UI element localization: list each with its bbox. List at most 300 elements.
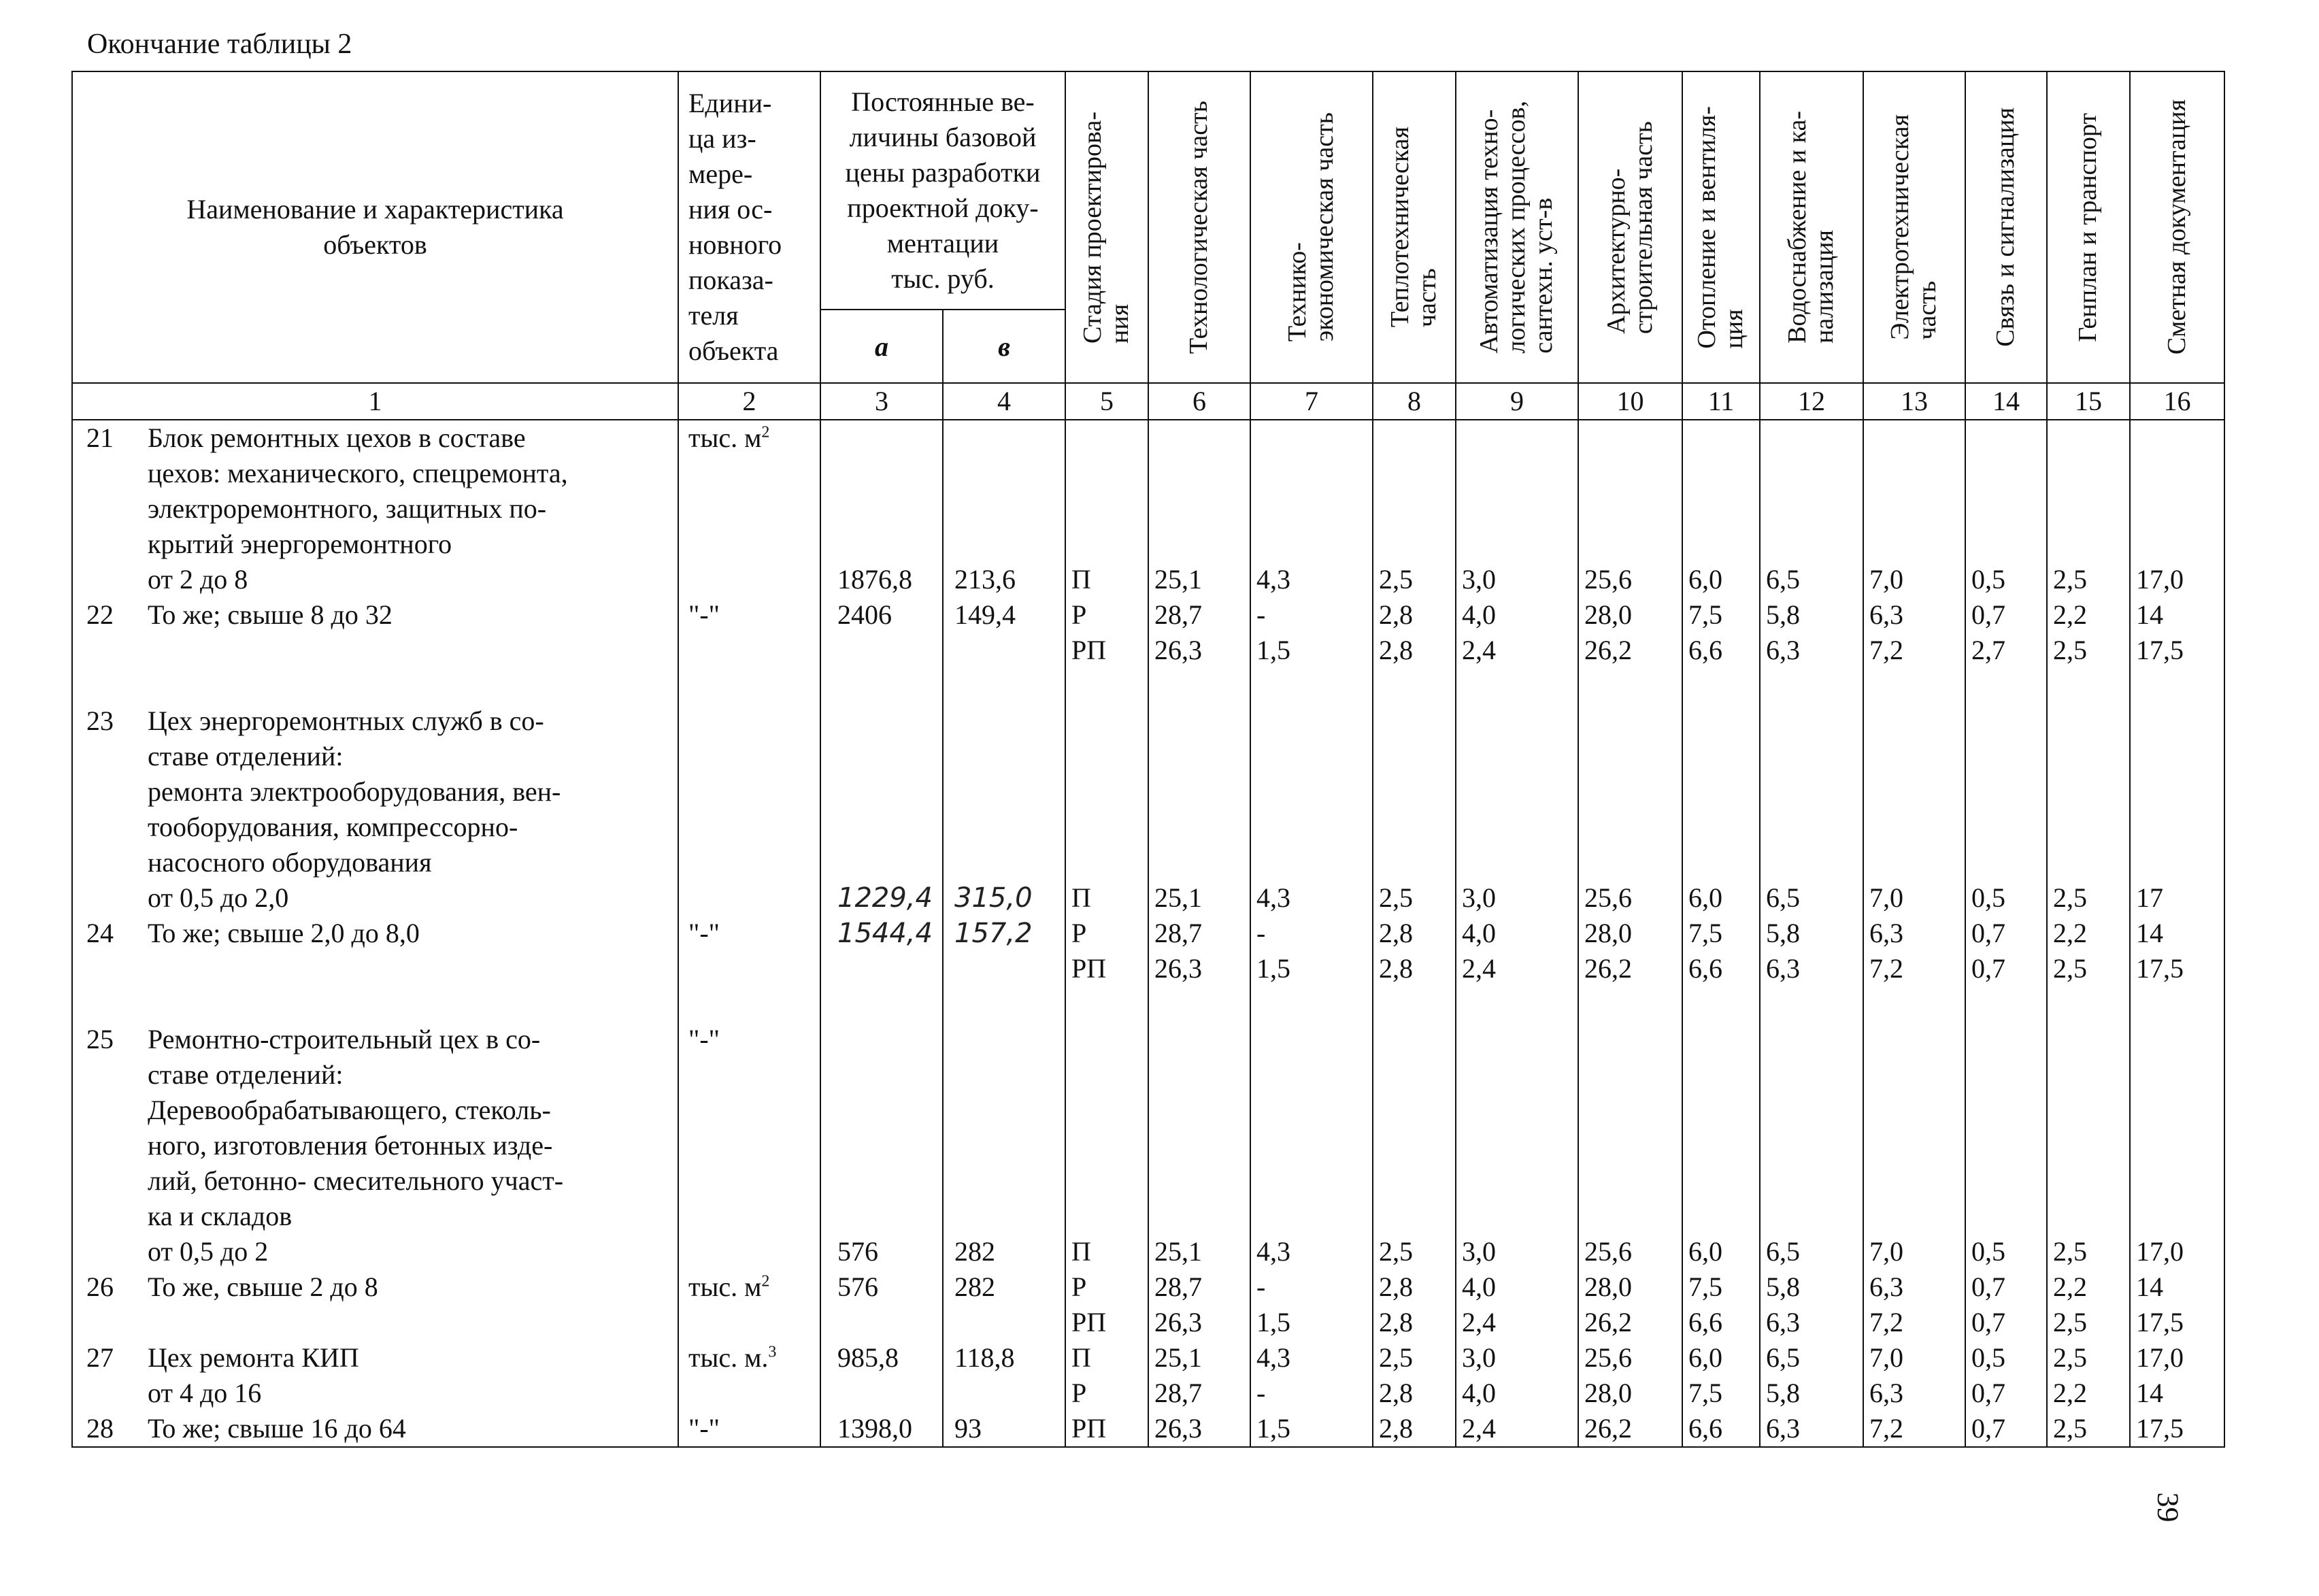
share-value — [1760, 1199, 1863, 1234]
base-price-b: 157,2 — [943, 916, 1065, 951]
share-value — [1456, 491, 1578, 527]
stage-cell: Р — [1065, 1269, 1148, 1305]
share-value: 7,0 — [1863, 880, 1965, 916]
share-value: 2,2 — [2047, 597, 2130, 633]
base-price-b — [943, 1128, 1065, 1163]
row-description: Цех энергоремонтных служб в со- — [148, 705, 544, 736]
share-value: 3,0 — [1456, 1234, 1578, 1269]
object-description — [72, 703, 678, 739]
share-value — [1456, 810, 1578, 845]
share-value — [1578, 527, 1682, 562]
stage-cell — [1065, 1163, 1148, 1199]
share-value: 2,8 — [1373, 1269, 1456, 1305]
header-plan: Генплан и транспорт — [2047, 71, 2130, 383]
share-value: 7,5 — [1682, 597, 1760, 633]
object-description — [72, 1163, 678, 1199]
unit-cell — [678, 1057, 820, 1093]
share-value — [1863, 845, 1965, 880]
share-value — [1682, 1128, 1760, 1163]
share-value — [1965, 491, 2047, 527]
share-value — [1682, 420, 1760, 456]
share-value — [2047, 1199, 2130, 1234]
share-value — [1578, 1057, 1682, 1093]
object-description — [72, 1305, 678, 1340]
header-name: Наименование и характеристика объектов — [72, 71, 678, 383]
unit-cell — [678, 951, 820, 986]
share-value: 4,3 — [1250, 880, 1373, 916]
base-price-b — [943, 668, 1065, 703]
table-row — [72, 668, 2224, 703]
share-value: 3,0 — [1456, 880, 1578, 916]
share-value — [2047, 810, 2130, 845]
row-description: электроремонтного, защитных по- — [148, 493, 547, 524]
share-value — [1148, 774, 1250, 810]
share-value — [1148, 845, 1250, 880]
share-value: 28,7 — [1148, 916, 1250, 951]
header-stage: Стадия проектирова- ния — [1065, 71, 1148, 383]
object-description — [72, 880, 678, 916]
row-description: То же, свыше 2 до 8 — [148, 1271, 378, 1302]
share-value: 17,5 — [2130, 633, 2224, 668]
share-value: 28,7 — [1148, 1269, 1250, 1305]
object-description — [72, 845, 678, 880]
share-value — [1863, 810, 1965, 845]
share-value — [1148, 527, 1250, 562]
column-number: 16 — [2130, 383, 2224, 420]
share-value — [1456, 986, 1578, 1022]
share-value: 25,1 — [1148, 1340, 1250, 1376]
stage-cell — [1065, 1093, 1148, 1128]
row-description: То же; свыше 8 до 32 — [148, 599, 393, 630]
share-value: 0,5 — [1965, 1340, 2047, 1376]
header-elec: Электротехническая часть — [1863, 71, 1965, 383]
share-value — [2047, 491, 2130, 527]
share-value: 5,8 — [1760, 1269, 1863, 1305]
share-value — [1682, 527, 1760, 562]
share-value — [1863, 1163, 1965, 1199]
unit-cell — [678, 1128, 820, 1163]
share-value — [1578, 491, 1682, 527]
share-value — [1863, 1128, 1965, 1163]
table-row — [72, 916, 2224, 951]
base-price-b: 282 — [943, 1234, 1065, 1269]
share-value — [1373, 491, 1456, 527]
base-price-b — [943, 633, 1065, 668]
object-description — [72, 774, 678, 810]
share-value: 7,2 — [1863, 633, 1965, 668]
share-value — [2130, 1199, 2224, 1234]
share-value — [1148, 1128, 1250, 1163]
unit-cell — [678, 1234, 820, 1269]
unit-cell — [678, 1411, 820, 1447]
share-value: 0,7 — [1965, 1376, 2047, 1411]
share-value: 14 — [2130, 597, 2224, 633]
base-price-a — [820, 1128, 943, 1163]
share-value: 26,2 — [1578, 951, 1682, 986]
share-value: 25,6 — [1578, 562, 1682, 597]
share-value — [1373, 703, 1456, 739]
row-number: 23 — [86, 705, 114, 736]
table-row — [72, 1093, 2224, 1128]
share-value: 25,6 — [1578, 880, 1682, 916]
table-row — [72, 810, 2224, 845]
share-value — [2047, 1128, 2130, 1163]
share-value: 7,5 — [1682, 1269, 1760, 1305]
share-value: 2,4 — [1456, 1305, 1578, 1340]
share-value — [1148, 668, 1250, 703]
share-value: 2,5 — [2047, 880, 2130, 916]
share-value: 6,3 — [1760, 633, 1863, 668]
share-value: 7,5 — [1682, 1376, 1760, 1411]
share-value: 17 — [2130, 880, 2224, 916]
header-heat: Теплотехническая часть — [1373, 71, 1456, 383]
share-value — [1250, 1093, 1373, 1128]
share-value: 26,3 — [1148, 951, 1250, 986]
share-value — [1456, 420, 1578, 456]
share-value — [1760, 774, 1863, 810]
share-value — [1578, 986, 1682, 1022]
row-description: от 4 до 16 — [148, 1378, 262, 1408]
object-description — [72, 1411, 678, 1447]
share-value — [1965, 703, 2047, 739]
share-value: 28,0 — [1578, 597, 1682, 633]
share-value — [1148, 986, 1250, 1022]
share-value: 4,0 — [1456, 1269, 1578, 1305]
unit-cell — [678, 1022, 820, 1057]
unit-cell — [678, 986, 820, 1022]
share-value: 2,2 — [2047, 916, 2130, 951]
stage-cell — [1065, 739, 1148, 774]
unit-text: тыс. м. — [688, 1342, 769, 1373]
share-value — [1965, 1128, 2047, 1163]
share-value: 2,4 — [1456, 1411, 1578, 1447]
share-value: 2,5 — [2047, 1411, 2130, 1447]
share-value: 2,4 — [1456, 633, 1578, 668]
share-value — [1863, 986, 1965, 1022]
unit-text: тыс. м — [688, 422, 762, 453]
share-value — [1682, 1057, 1760, 1093]
base-price-b — [943, 527, 1065, 562]
share-value: 2,5 — [2047, 562, 2130, 597]
row-description: Деревообрабатывающего, стеколь- — [148, 1095, 551, 1125]
share-value — [1373, 1057, 1456, 1093]
share-value — [1760, 456, 1863, 491]
share-value: 6,0 — [1682, 1234, 1760, 1269]
column-number-row — [72, 383, 2224, 420]
table-row — [72, 1305, 2224, 1340]
stage-cell — [1065, 774, 1148, 810]
share-value — [1456, 739, 1578, 774]
share-value: 6,6 — [1682, 633, 1760, 668]
share-value: 4,0 — [1456, 597, 1578, 633]
share-value — [1250, 986, 1373, 1022]
object-description — [72, 527, 678, 562]
base-price-a: 1229,4 — [820, 880, 943, 916]
share-value — [1456, 1093, 1578, 1128]
base-price-b — [943, 1057, 1065, 1093]
table-row — [72, 1269, 2224, 1305]
share-value: 2,8 — [1373, 1376, 1456, 1411]
share-value — [1965, 1199, 2047, 1234]
share-value: 2,5 — [2047, 1305, 2130, 1340]
base-price-a: 576 — [820, 1269, 943, 1305]
share-value — [1250, 739, 1373, 774]
object-description — [72, 491, 678, 527]
base-price-b — [943, 420, 1065, 456]
share-value — [1148, 456, 1250, 491]
share-value: 6,5 — [1760, 562, 1863, 597]
row-description: от 0,5 до 2 — [148, 1236, 269, 1267]
share-value — [1456, 668, 1578, 703]
base-price-b — [943, 1093, 1065, 1128]
stage-cell: Р — [1065, 597, 1148, 633]
share-value — [1863, 668, 1965, 703]
share-value: 28,7 — [1148, 597, 1250, 633]
base-price-a — [820, 774, 943, 810]
base-price-a — [820, 1163, 943, 1199]
stage-cell — [1065, 845, 1148, 880]
column-number: 6 — [1148, 383, 1250, 420]
header-estimate: Сметная документация — [2130, 71, 2224, 383]
row-description: То же; свыше 2,0 до 8,0 — [148, 918, 420, 948]
row-description: ставе отделений: — [148, 741, 344, 771]
share-value — [2130, 1057, 2224, 1093]
share-value: 6,3 — [1760, 1305, 1863, 1340]
column-number: 12 — [1760, 383, 1863, 420]
share-value: 6,3 — [1863, 1269, 1965, 1305]
share-value — [1682, 810, 1760, 845]
header-water: Водоснабжение и ка- нализация — [1760, 71, 1863, 383]
stage-cell: Р — [1065, 916, 1148, 951]
share-value: - — [1250, 1269, 1373, 1305]
row-description: цехов: механического, спецремонта, — [148, 458, 568, 488]
object-description — [72, 1128, 678, 1163]
share-value — [1250, 1163, 1373, 1199]
share-value — [2047, 845, 2130, 880]
base-price-a: 1398,0 — [820, 1411, 943, 1447]
share-value — [1456, 703, 1578, 739]
share-value — [2130, 1128, 2224, 1163]
share-value — [1682, 668, 1760, 703]
share-value: 3,0 — [1456, 562, 1578, 597]
share-value: 25,6 — [1578, 1340, 1682, 1376]
row-number: 26 — [86, 1271, 114, 1302]
share-value — [1578, 1128, 1682, 1163]
share-value — [2130, 1093, 2224, 1128]
share-value — [1760, 845, 1863, 880]
table-row — [72, 562, 2224, 597]
header-unit: Едини- ца из- мере- ния ос- новного показа- теля объекта — [678, 71, 820, 383]
share-value: 7,0 — [1863, 1234, 1965, 1269]
share-value — [1965, 420, 2047, 456]
share-value: 0,5 — [1965, 1234, 2047, 1269]
share-value — [1965, 845, 2047, 880]
base-price-b — [943, 739, 1065, 774]
object-description — [72, 1376, 678, 1411]
share-value: 2,5 — [2047, 951, 2130, 986]
share-value — [2047, 668, 2130, 703]
table-row — [72, 633, 2224, 668]
unit-superscript: 2 — [761, 1272, 770, 1291]
stage-cell: Р — [1065, 1376, 1148, 1411]
share-value — [1250, 1128, 1373, 1163]
object-description — [72, 1234, 678, 1269]
table-caption: Окончание таблицы 2 — [87, 29, 352, 60]
unit-text: "-" — [688, 599, 720, 630]
row-description: крытий энергоремонтного — [148, 529, 452, 559]
object-description — [72, 1199, 678, 1234]
unit-cell — [678, 703, 820, 739]
share-value — [2047, 1057, 2130, 1093]
share-value: 7,5 — [1682, 916, 1760, 951]
share-value: 28,7 — [1148, 1376, 1250, 1411]
base-price-b — [943, 1163, 1065, 1199]
share-value: 1,5 — [1250, 1305, 1373, 1340]
share-value: 7,2 — [1863, 1305, 1965, 1340]
row-description: лий, бетонно- смесительного участ- — [148, 1165, 564, 1196]
share-value: 26,3 — [1148, 1411, 1250, 1447]
base-price-b — [943, 1022, 1065, 1057]
share-value — [1250, 1199, 1373, 1234]
share-value — [1373, 986, 1456, 1022]
share-value — [1250, 1057, 1373, 1093]
header-sub-a: а — [820, 310, 943, 383]
base-price-b: 93 — [943, 1411, 1065, 1447]
row-description: от 0,5 до 2,0 — [148, 882, 289, 913]
share-value: 2,8 — [1373, 1411, 1456, 1447]
share-value — [1250, 810, 1373, 845]
row-description: То же; свыше 16 до 64 — [148, 1413, 406, 1444]
column-number: 13 — [1863, 383, 1965, 420]
object-description — [72, 986, 678, 1022]
share-value: 6,5 — [1760, 1234, 1863, 1269]
header-tech: Технологическая часть — [1148, 71, 1250, 383]
table-row — [72, 1411, 2224, 1447]
share-value: 17,5 — [2130, 951, 2224, 986]
base-price-a: 1876,8 — [820, 562, 943, 597]
share-value — [1682, 1093, 1760, 1128]
share-value: 7,2 — [1863, 1411, 1965, 1447]
share-value: 2,5 — [2047, 1234, 2130, 1269]
share-value — [2130, 703, 2224, 739]
stage-cell: П — [1065, 1234, 1148, 1269]
share-value — [1373, 1199, 1456, 1234]
share-value: 14 — [2130, 1376, 2224, 1411]
base-price-a — [820, 420, 943, 456]
unit-text: "-" — [688, 1024, 720, 1054]
header-sub-b: в — [943, 310, 1065, 383]
unit-cell — [678, 739, 820, 774]
stage-cell — [1065, 420, 1148, 456]
base-price-a — [820, 1022, 943, 1057]
share-value — [1965, 986, 2047, 1022]
share-value — [1682, 703, 1760, 739]
share-value — [1682, 986, 1760, 1022]
share-value — [1682, 774, 1760, 810]
share-value — [1456, 774, 1578, 810]
share-value: - — [1250, 1376, 1373, 1411]
share-value — [1863, 739, 1965, 774]
share-value: 2,5 — [1373, 1340, 1456, 1376]
base-price-b — [943, 986, 1065, 1022]
share-value — [2047, 986, 2130, 1022]
share-value: 6,3 — [1863, 916, 1965, 951]
share-value — [1250, 845, 1373, 880]
share-value — [1578, 1199, 1682, 1234]
share-value — [2047, 774, 2130, 810]
base-price-a — [820, 739, 943, 774]
share-value — [1760, 527, 1863, 562]
share-value — [1760, 1057, 1863, 1093]
share-value — [1373, 1128, 1456, 1163]
share-value — [1148, 810, 1250, 845]
row-description: ремонта электрооборудования, вен- — [148, 776, 561, 807]
stage-cell — [1065, 810, 1148, 845]
base-price-a: 985,8 — [820, 1340, 943, 1376]
unit-superscript: 3 — [768, 1343, 777, 1361]
share-value: 2,2 — [2047, 1376, 2130, 1411]
share-value: 6,3 — [1863, 1376, 1965, 1411]
share-value — [1682, 1199, 1760, 1234]
share-value — [1682, 491, 1760, 527]
share-value — [1250, 1022, 1373, 1057]
table-row — [72, 491, 2224, 527]
share-value — [1578, 774, 1682, 810]
share-value — [2047, 456, 2130, 491]
share-value: 0,7 — [1965, 951, 2047, 986]
share-value: 26,3 — [1148, 1305, 1250, 1340]
share-value — [1250, 420, 1373, 456]
share-value — [1578, 703, 1682, 739]
stage-cell: РП — [1065, 633, 1148, 668]
row-description: ставе отделений: — [148, 1059, 344, 1090]
stage-cell — [1065, 1057, 1148, 1093]
unit-cell — [678, 1163, 820, 1199]
base-price-a — [820, 633, 943, 668]
share-value: 5,8 — [1760, 916, 1863, 951]
row-number: 24 — [86, 918, 114, 948]
base-price-b: 213,6 — [943, 562, 1065, 597]
unit-cell — [678, 633, 820, 668]
table-body — [72, 383, 2224, 1447]
unit-cell — [678, 774, 820, 810]
share-value — [1373, 739, 1456, 774]
base-price-b: 282 — [943, 1269, 1065, 1305]
table-row — [72, 1376, 2224, 1411]
share-value — [2047, 1022, 2130, 1057]
row-description: от 2 до 8 — [148, 564, 248, 595]
share-value — [1578, 810, 1682, 845]
header-econ: Технико- экономическая часть — [1250, 71, 1373, 383]
unit-cell — [678, 1340, 820, 1376]
share-value: 26,2 — [1578, 1305, 1682, 1340]
share-value — [2047, 527, 2130, 562]
base-price-b — [943, 456, 1065, 491]
share-value — [1760, 1163, 1863, 1199]
unit-text: "-" — [688, 1413, 720, 1444]
share-value: 2,5 — [2047, 1340, 2130, 1376]
column-number: 3 — [820, 383, 943, 420]
share-value — [1250, 527, 1373, 562]
stage-cell: П — [1065, 562, 1148, 597]
share-value — [1682, 739, 1760, 774]
column-number: 5 — [1065, 383, 1148, 420]
stage-cell — [1065, 456, 1148, 491]
share-value — [1578, 1022, 1682, 1057]
base-price-a — [820, 1093, 943, 1128]
share-value: 2,8 — [1373, 597, 1456, 633]
share-value: 28,0 — [1578, 1376, 1682, 1411]
